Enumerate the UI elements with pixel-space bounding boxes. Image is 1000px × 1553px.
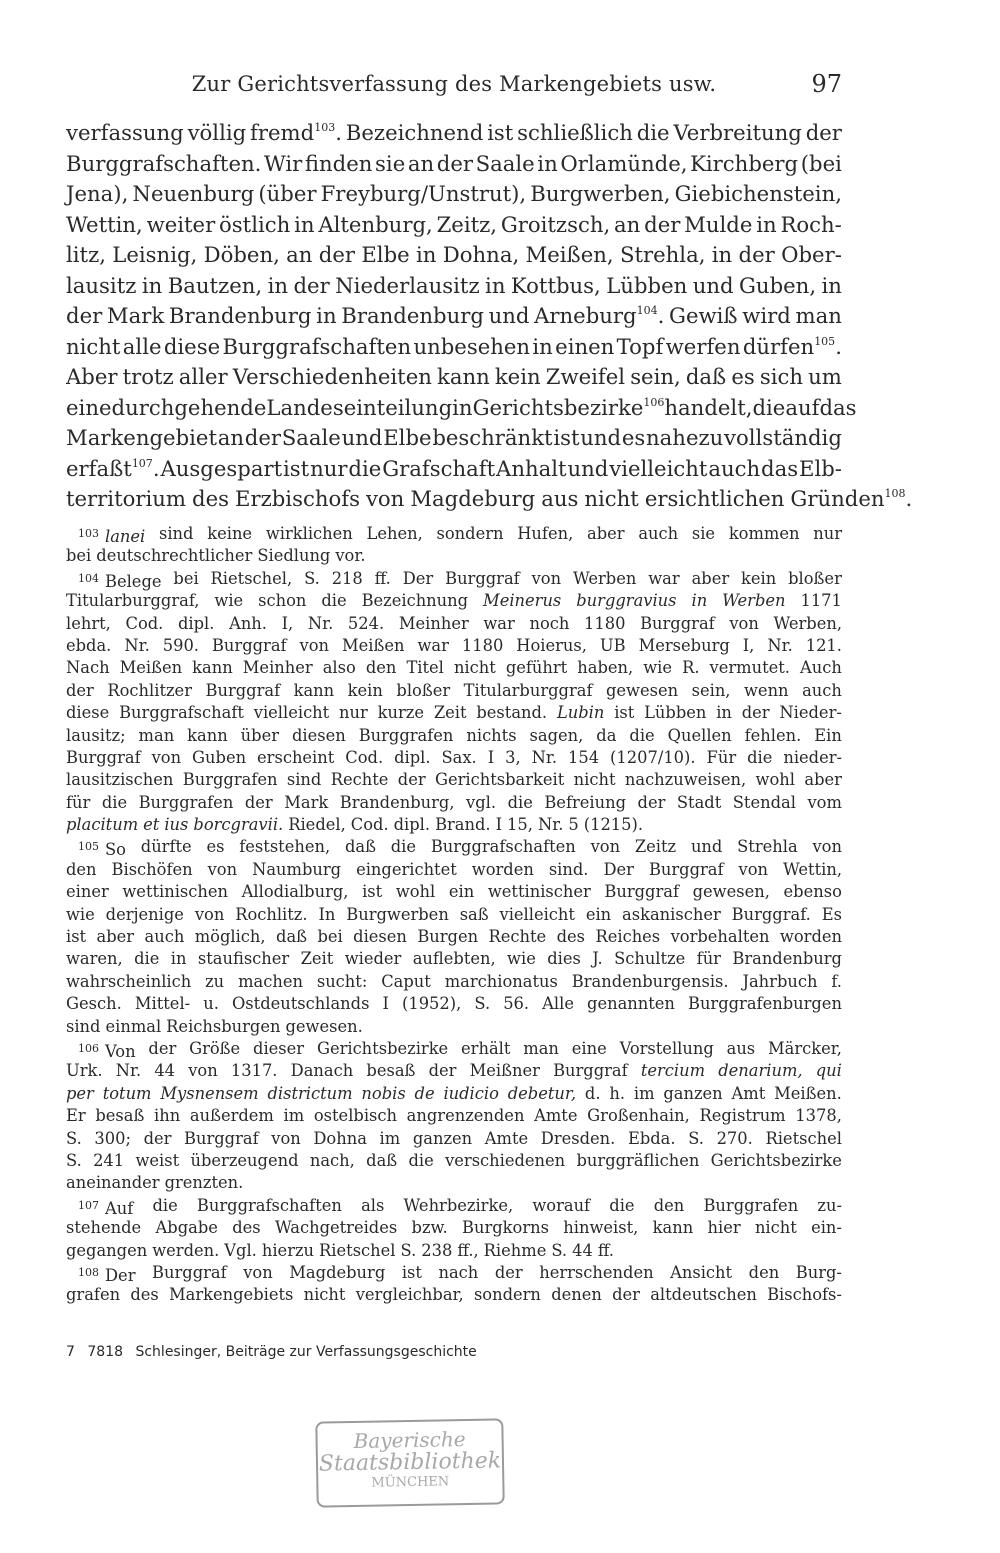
signature-mark: 7 (66, 1344, 75, 1360)
main-paragraph (66, 118, 913, 515)
text-line: der Mark Brandenburg in Brandenburg und Arneburg$^{104}$. Gewiß wird man (66, 303, 842, 328)
text-line: Markengebiet an der Saale und Elbe beschränkt ist und es nahezu vollständig (66, 425, 842, 450)
footnote-line: S. 241 weist überzeugend nach, daß die verschiedenen burggräflichen Gerichtsbezirke (66, 1150, 842, 1170)
footnote-line: $^{106}$ Von der Größe dieser Gerichtsbezirke erhält man eine Vorstellung aus Märcker, (78, 1038, 842, 1061)
text-line: eine durchgehende Landeseinteilung in Gerichtsbezirke$^{106}$ handelt, die auf das (66, 394, 857, 420)
footnote-line: wahrscheinlich zu machen sucht: Caput marchionatus Brandenburgensis. Jahrbuch f. (66, 971, 842, 991)
text-line: nicht alle diese Burggrafschaften unbesehen in einen Topf werfen dürfen$^{105}$. (66, 333, 842, 359)
footnote-line: per totum Mysnensem districtum nobis de iudicio debetur, d. h. im ganzen Amt Meißen. (66, 1083, 842, 1103)
running-header (66, 66, 842, 106)
page-number: 97 (811, 70, 842, 98)
footnote-line: sind einmal Reichsburgen gewesen. (66, 1016, 363, 1036)
footnote-line: den Bischöfen von Naumburg eingerichtet worden sind. Der Burggraf von Wettin, (66, 859, 842, 879)
footnote-line: Gesch. Mittel- u. Ostdeutschlands I (1952), S. 56. Alle genannten Burggrafenburgen (66, 994, 842, 1014)
footnote-line: $^{103}$ lanei sind keine wirklichen Lehen, sondern Hufen, aber auch sie kommen nur (78, 524, 842, 546)
footnote-line: ebda. Nr. 590. Burggraf von Meißen war 1180 Hoierus, UB Merseburg I, Nr. 121. (66, 635, 842, 655)
book-imprint: Schlesinger, Beiträge zur Verfassungsgeschichte (135, 1344, 477, 1360)
footnotes (66, 523, 842, 1307)
footnote-line: für die Burggrafen der Mark Brandenburg, vgl. die Befreiung der Stadt Stendal vom (66, 792, 842, 812)
footnote-line: bei deutschrechtlicher Siedlung vor. (66, 546, 366, 566)
footnote-line: Nach Meißen kann Meinher also den Titel nicht geführt haben, wie R. vermutet. Auch (66, 658, 842, 678)
footnote-line: einer wettinischen Allodialburg, ist wohl ein wettinischer Burggraf gewesen, ebenso (66, 882, 842, 902)
footnote-line: waren, die in staufischer Zeit wieder auflebten, wie dies J. Schultze für Brandenburg (66, 949, 842, 969)
footnote-line: aneinander grenzten. (66, 1173, 244, 1193)
footnote-line: stehende Abgabe des Wachgetreides bzw. Burgkorns hinweist, kann hier nicht ein- (66, 1218, 842, 1238)
footnote-line: Urk. Nr. 44 von 1317. Danach besaß der Meißner Burggraf tercium denarium, qui (66, 1061, 842, 1081)
text-line: erfaßt$^{107}$. Ausgespart ist nur die Grafschaft Anhalt und vielleicht auch das Elb- (66, 455, 842, 481)
text-line: Jena), Neuenburg (über Freyburg/Unstrut), Burgwerben, Giebichenstein, (66, 181, 842, 206)
printer-footer (66, 1344, 485, 1360)
footnote-line: Er besaß ihn außerdem im ostelbisch angrenzenden Amte Großenhain, Registrum 1378, (66, 1106, 842, 1126)
footnote-line: lausitzischen Burggrafen sind Rechte der Gerichtsbarkeit nicht nachzuweisen, wohl aber (66, 770, 842, 790)
footnote-line: placitum et ius borcgravii. Riedel, Cod. dipl. Brand. I 15, Nr. 5 (1215). (66, 815, 644, 835)
footnote-line: Titularburggraf, wie schon die Bezeichnung Meinerus burggravius in Werben 1171 (66, 591, 842, 611)
text-line: litz, Leisnig, Döben, an der Elbe in Dohna, Meißen, Strehla, in der Ober- (66, 242, 842, 267)
print-code: 7818 (87, 1344, 124, 1360)
footnote-line: $^{107}$ Auf die Burggrafschaften als Wehrbezirke, worauf die den Burggrafen zu- (78, 1195, 842, 1218)
stamp-line-3: MÜNCHEN (371, 1474, 450, 1491)
footnote-line: S. 300; der Burggraf von Dohna im ganzen Amte Dresden. Ebda. S. 270. Rietschel (66, 1128, 842, 1148)
footnote-line: Burggraf von Guben erscheint Cod. dipl. Sax. I 3, Nr. 154 (1207/10). Für die nieder- (66, 747, 842, 767)
footnote-line: der Rochlitzer Burggraf kann kein bloßer Titularburggraf gewesen sein, wenn auch (66, 680, 842, 700)
text-line: verfassung völlig fremd$^{103}$. Bezeichnend ist schließlich die Verbreitung der (66, 120, 842, 145)
footnote-line: wie derjenige von Rochlitz. In Burgwerben saß vielleicht ein askanischer Burggraf. Es (66, 904, 842, 924)
text-line: Wettin, weiter östlich in Altenburg, Zeitz, Groitzsch, an der Mulde in Roch- (66, 211, 842, 237)
footnote-line: diese Burggrafschaft vielleicht nur kurze Zeit bestand. Lubin ist Lübben in der Nieder- (66, 703, 842, 723)
footnote-line: $^{104}$ Belege bei Rietschel, S. 218 ff. Der Burggraf von Werben war aber kein bloßer (78, 568, 842, 591)
running-title: Zur Gerichtsverfassung des Markengebiets usw. (191, 72, 717, 96)
footnote-line: lausitz; man kann über diesen Burggrafen nichts sagen, da die Quellen fehlen. Ein (66, 725, 842, 745)
footnote-line: $^{105}$ So dürfte es feststehen, daß die Burggrafschaften von Zeitz und Strehla von (78, 837, 842, 860)
stamp-line-2: Staatsbibliothek (318, 1448, 502, 1477)
footnote-line: grafen des Markengebiets nicht vergleichbar, sondern denen der altdeutschen Bischofs- (66, 1285, 842, 1305)
text-line: territorium des Erzbischofs von Magdeburg aus nicht ersichtlichen Gründen$^{108}$. (66, 486, 913, 511)
stamp-line-1: Bayerische (353, 1427, 466, 1453)
text-line: Burggrafschaften. Wir finden sie an der Saale in Orlamünde, Kirchberg (bei (66, 150, 842, 176)
footnote-line: gegangen werden. Vgl. hierzu Rietschel S. 238 ff., Riehme S. 44 ff. (66, 1240, 614, 1260)
text-line: Aber trotz aller Verschiedenheiten kann kein Zweifel sein, daß es sich um (66, 364, 842, 389)
text-line: lausitz in Bautzen, in der Niederlausitz in Kottbus, Lübben und Guben, in (66, 272, 842, 298)
footnote-line: $^{108}$ Der Burggraf von Magdeburg ist nach der herrschenden Ansicht den Burg- (78, 1262, 842, 1285)
footnote-line: ist aber auch möglich, daß bei diesen Burgen Rechte des Reiches vorbehalten worden (66, 927, 842, 947)
footnote-line: lehrt, Cod. dipl. Anh. I, Nr. 524. Meinher war noch 1180 Burggraf von Werben, (66, 613, 842, 633)
library-stamp (315, 1418, 504, 1507)
